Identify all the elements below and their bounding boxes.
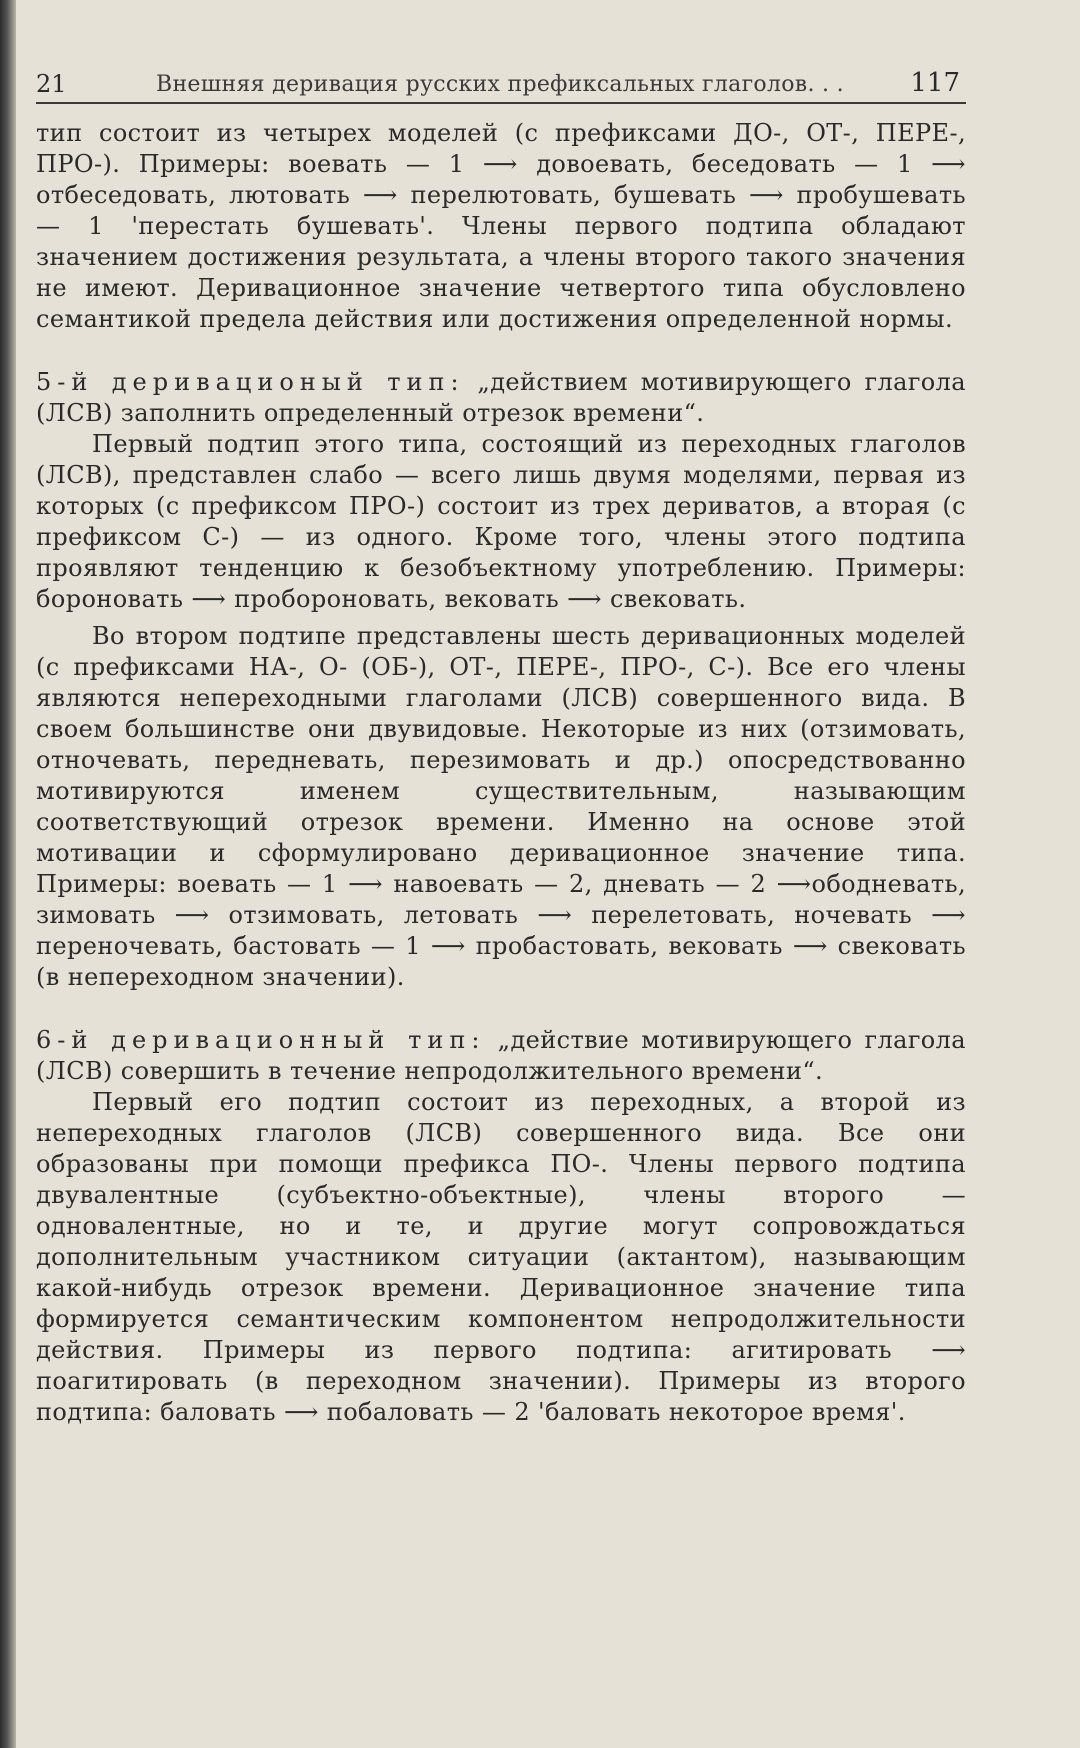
paragraph-subtype-1: Первый подтип этого типа, состоящий из переходных глаголов (ЛСВ), представлен слабо — всего лишь двумя моделями, первая из которых (с префиксом ПРО-) состоит из трех дериватов, а вторая (с префиксом С-) — из одного. Кроме того, члены этого подтипа проявляют тенденцию к безобъектному употреблению. Примеры: бороновать ⟶ пробороновать, вековать ⟶ свековать. — [36, 430, 966, 613]
section-6-label: 6-й деривационный тип: — [36, 1026, 486, 1054]
paragraph-continuation: тип состоит из четырех моделей (с префиксами ДО-, ОТ-, ПЕРЕ-, ПРО-). Примеры: воевать — 1 ⟶ довоевать, беседовать — 1 ⟶ отбеседовать, лютовать ⟶ перелютовать, бушевать ⟶ пробушевать — 1 'перестать бушевать'. Члены первого подтипа обладают значением достижения результата, а члены второго такого значения не имеют. Деривационное значение четвертого типа обусловлено семантикой предела действия или достижения определенной нормы. — [36, 119, 966, 333]
paragraph-section-6: Первый его подтип состоит из переходных, а второй из непереходных глаголов (ЛСВ) совершенного вида. Все они образованы при помощи префикса ПО-. Члены первого подтипа двувалентные (субъектно-объектные), члены второго — одновалентные, но и те, и другие могут сопровождаться дополнительным участником ситуации (актантом), называющим какой-нибудь отрезок времени. Деривационное значение типа формируется семантическим компонентом непродолжительности действия. Примеры из первого подтипа: агитировать ⟶ поагитировать (в переходном значении). Примеры из второго подтипа: баловать ⟶ побаловать — 2 'баловать некоторое время'. — [36, 1088, 966, 1426]
section-5-definition: „действием мотивирующего глагола (ЛСВ) заполнить определенный отрезок времени“. — [36, 368, 966, 427]
page-body — [36, 118, 966, 1428]
section-5-heading — [36, 367, 966, 429]
running-title: Внешняя деривация русских префиксальных глаголов. . . — [156, 72, 844, 97]
book-spine-shadow — [0, 0, 16, 1748]
section-6-definition: „действие мотивирующего глагола (ЛСВ) совершить в течение непродолжительного времени“. — [36, 1026, 967, 1085]
section-5-label: 5-й деривационый тип: — [36, 368, 465, 396]
book-page — [36, 60, 966, 1428]
page-number: 117 — [910, 68, 960, 98]
section-6-heading — [36, 1025, 966, 1087]
chapter-number: 21 — [36, 70, 67, 98]
running-header — [36, 60, 966, 104]
paragraph-subtype-2: Во втором подтипе представлены шесть деривационных моделей (с префиксами НА-, О- (ОБ-), ОТ-, ПЕРЕ-, ПРО-, С-). Все его члены являются непереходными глаголами (ЛСВ) совершенного вида. В своем большинстве они двувидовые. Некоторые из них (отзимовать, отночевать, передневать, перезимовать и др.) опосредствованно мотивируются именем существительным, называющим соответствующий отрезок времени. Именно на основе этой мотивации и сформулировано деривационное значение типа. Примеры: воевать — 1 ⟶ навоевать — 2, дневать — 2 ⟶ободневать, зимовать ⟶ отзимовать, летовать ⟶ перелетовать, ночевать ⟶ переночевать, бастовать — 1 ⟶ пробастовать, вековать ⟶ свековать (в непереходном значении). — [36, 622, 966, 991]
